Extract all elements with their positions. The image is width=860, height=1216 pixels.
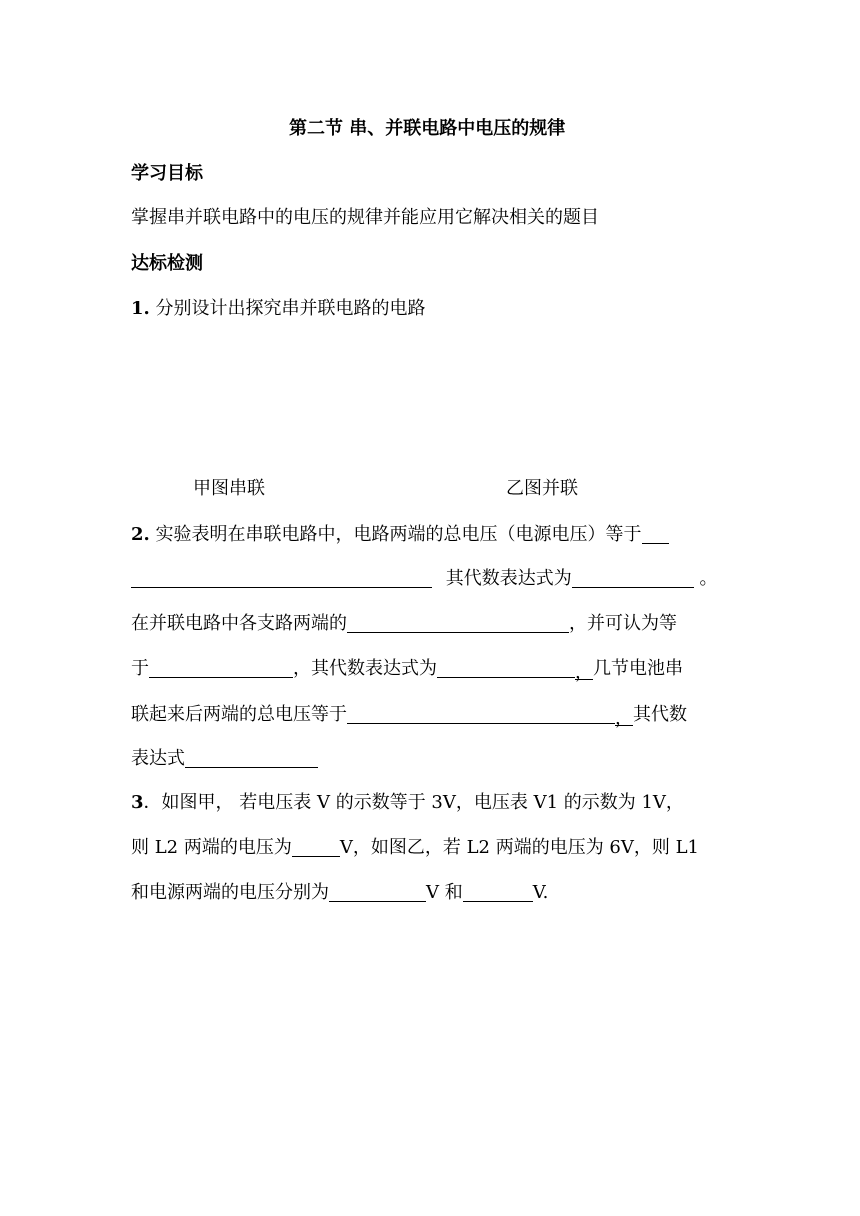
q2-text-6a: 表达式 (131, 748, 185, 769)
question-1 (131, 297, 426, 321)
question-3-line-1 (131, 791, 684, 815)
q2-text-3a: 在并联电路中各支路两端的 (131, 613, 347, 634)
answer-blank[interactable] (642, 525, 669, 544)
question-3-line-2 (131, 836, 699, 860)
answer-blank[interactable] (347, 705, 615, 724)
goals-heading: 学习目标 (131, 163, 203, 184)
q2-comma: ， (615, 708, 633, 729)
q3-text-1: ．如图甲， 若电压表 V 的示数等于 3V，电压表 V1 的示数为 1V， (143, 792, 684, 813)
page-title: 第二节 串、并联电路中电压的规律 (289, 118, 566, 139)
q3-text-2a: 则 L2 两端的电压为 (131, 837, 292, 858)
q3-text-3b: V 和 (426, 882, 463, 903)
q2-text-3b: ，并可认为等 (569, 613, 677, 634)
question-3-line-3 (131, 881, 548, 905)
q2-text-4a: 于 (131, 658, 149, 679)
answer-blank[interactable] (437, 659, 575, 678)
question-number: 1. (131, 298, 150, 319)
q2-end: 。 (699, 568, 718, 589)
q2-comma: ， (575, 662, 593, 683)
answer-blank[interactable] (131, 569, 432, 588)
q2-text-5b: 其代数 (633, 704, 687, 725)
answer-blank[interactable] (572, 569, 694, 588)
answer-blank[interactable] (329, 883, 426, 902)
question-2-line-3 (131, 612, 677, 636)
question-2-line-6 (131, 747, 318, 771)
q3-text-3a: 和电源两端的电压分别为 (131, 882, 329, 903)
question-number: 3 (131, 792, 144, 813)
question-2-line-4 (131, 657, 683, 681)
q2-text-4b: ，其代数表达式为 (293, 658, 437, 679)
answer-blank[interactable] (463, 883, 533, 902)
check-heading: 达标检测 (131, 253, 203, 274)
q2-text-4c: 几节电池串 (593, 658, 683, 679)
question-2-line-5 (131, 703, 687, 727)
question-2-line-1 (131, 523, 669, 547)
question-text: 分别设计出探究串并联电路的电路 (155, 298, 426, 319)
q3-text-3c: V. (532, 882, 549, 903)
parallel-circuit-label: 乙图并联 (506, 478, 578, 499)
answer-blank[interactable] (347, 614, 569, 633)
q2-text-1: 实验表明在串联电路中，电路两端的总电压（电源电压）等于 (155, 524, 642, 545)
q3-text-2b: V，如图乙，若 L2 两端的电压为 6V，则 L1 (339, 837, 700, 858)
q2-text-5a: 联起来后两端的总电压等于 (131, 704, 347, 725)
question-2-line-2 (131, 567, 717, 591)
question-number: 2. (131, 524, 150, 545)
goals-text: 掌握串并联电路中的电压的规律并能应用它解决相关的题目 (131, 207, 599, 228)
q2-text-2: 其代数表达式为 (445, 568, 572, 589)
series-circuit-label: 甲图串联 (193, 478, 265, 499)
answer-blank[interactable] (185, 749, 318, 768)
answer-blank[interactable] (149, 659, 293, 678)
answer-blank[interactable] (292, 838, 340, 857)
